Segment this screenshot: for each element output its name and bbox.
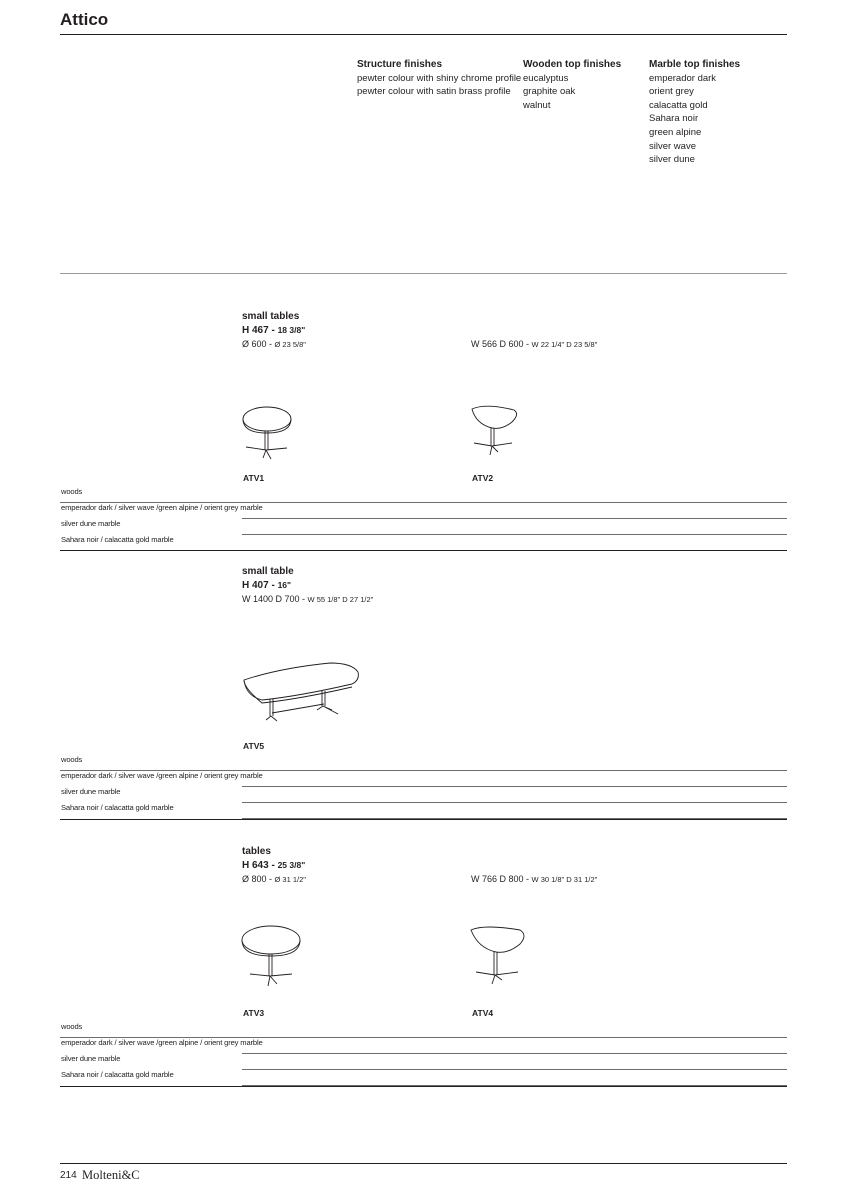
finish-row-label: woods <box>61 755 83 764</box>
finish-row <box>60 771 787 787</box>
marble-finish-item: silver dune <box>649 154 695 166</box>
marble-finish-item: orient grey <box>649 86 694 98</box>
product-code-atv4: ATV4 <box>472 1008 494 1018</box>
finish-row-label: emperador dark / silver wave /green alpine / orient grey marble <box>61 771 263 780</box>
atv3-round-table-drawing <box>240 920 310 992</box>
section-height: H 407 - 16" <box>242 579 292 591</box>
finish-row <box>60 1022 787 1038</box>
finish-row <box>60 535 787 551</box>
finish-row <box>60 503 787 519</box>
finish-row-label: silver dune marble <box>61 1054 121 1063</box>
marble-finish-item: emperador dark <box>649 72 717 84</box>
wooden-finish-item: graphite oak <box>523 86 576 98</box>
header-rule <box>60 34 787 35</box>
wooden-finish-item: walnut <box>523 99 551 111</box>
section-title: small tables <box>242 311 300 322</box>
section-small-tables-heading <box>242 311 305 337</box>
finish-row-label: woods <box>61 487 83 496</box>
finish-row <box>60 1070 787 1086</box>
finish-row-label: Sahara noir / calacatta gold marble <box>61 1070 174 1079</box>
finish-row <box>60 803 787 819</box>
finish-row <box>60 755 787 771</box>
atv2-triangular-small-table-drawing <box>468 400 528 466</box>
finish-row-label: woods <box>61 1022 83 1031</box>
finish-row <box>60 487 787 503</box>
section-end-rule <box>60 550 787 551</box>
atv5-rectangular-table-drawing <box>240 658 365 726</box>
finish-row-label: Sahara noir / calacatta gold marble <box>61 535 174 544</box>
finish-row-label: silver dune marble <box>61 519 121 528</box>
product-dimensions: W 1400 D 700 - W 55 1/8" D 27 1/2" <box>242 594 374 604</box>
wooden-finish-item: eucalyptus <box>523 72 569 84</box>
finishes-divider <box>60 273 787 274</box>
marble-top-finishes-column <box>649 58 740 167</box>
product-dimensions: W 766 D 800 - W 30 1/8" D 31 1/2" <box>471 874 598 884</box>
atv1-round-small-table-drawing <box>240 400 300 466</box>
finish-row <box>60 1054 787 1070</box>
section-small-table-heading <box>242 566 294 592</box>
product-code-atv2: ATV2 <box>472 473 494 483</box>
structure-finishes-column <box>357 58 521 99</box>
product-code-atv1: ATV1 <box>243 473 265 483</box>
product-dimensions: W 566 D 600 - W 22 1/4" D 23 5/8" <box>471 339 598 349</box>
wooden-top-finishes-column <box>523 58 621 112</box>
finish-row <box>60 787 787 803</box>
section-end-rule <box>60 1086 787 1087</box>
section-end-rule <box>60 819 787 820</box>
structure-finish-item: pewter colour with satin brass profile <box>357 86 511 98</box>
marble-finish-item: green alpine <box>649 126 702 138</box>
marble-top-finishes-heading: Marble top finishes <box>649 59 741 70</box>
section-title: small table <box>242 566 294 577</box>
footer-rule <box>60 1163 787 1164</box>
section-height: H 643 - 25 3/8" <box>242 859 306 871</box>
structure-finishes-heading: Structure finishes <box>357 59 443 70</box>
marble-finish-item: Sahara noir <box>649 113 699 125</box>
marble-finish-item: silver wave <box>649 140 696 152</box>
section-tables-heading <box>242 846 305 872</box>
page-title: Attico <box>60 10 109 29</box>
atv4-triangular-table-drawing <box>468 920 538 992</box>
structure-finish-item: pewter colour with shiny chrome profile <box>357 72 522 84</box>
wooden-top-finishes-heading: Wooden top finishes <box>523 59 622 70</box>
marble-finish-item: calacatta gold <box>649 99 708 111</box>
product-code-atv3: ATV3 <box>243 1008 265 1018</box>
section-height: H 467 - 18 3/8" <box>242 324 306 336</box>
finish-row <box>60 519 787 535</box>
finish-row-label: silver dune marble <box>61 787 121 796</box>
finish-row-label: emperador dark / silver wave /green alpine / orient grey marble <box>61 1038 263 1047</box>
page-number: 214 <box>60 1170 77 1181</box>
finish-row-label: Sahara noir / calacatta gold marble <box>61 803 174 812</box>
product-dimensions: Ø 800 - Ø 31 1/2" <box>242 874 306 884</box>
product-code-atv5: ATV5 <box>243 741 265 751</box>
section-title: tables <box>242 846 271 857</box>
product-dimensions: Ø 600 - Ø 23 5/8" <box>242 339 306 349</box>
finish-row <box>60 1038 787 1054</box>
brand-logo: Molteni&C <box>82 1168 140 1182</box>
finish-row-label: emperador dark / silver wave /green alpine / orient grey marble <box>61 503 263 512</box>
